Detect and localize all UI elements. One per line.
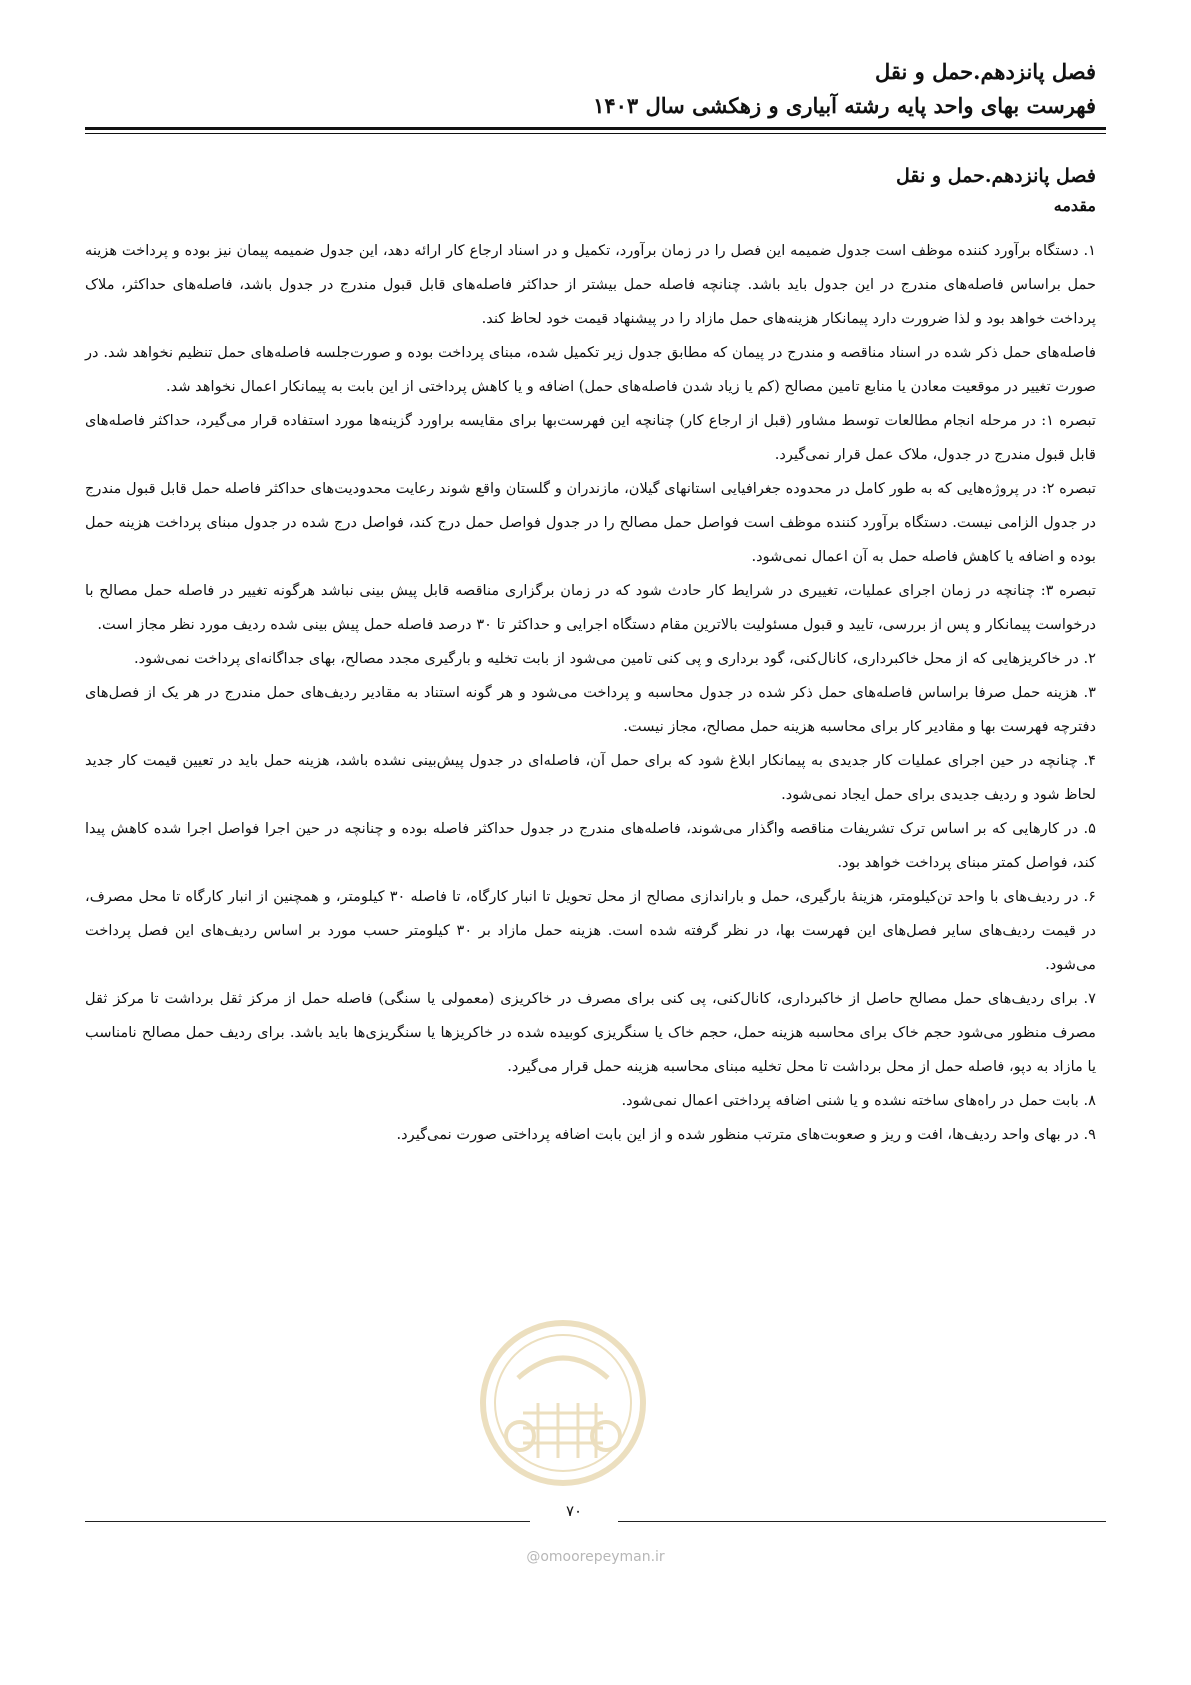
paragraph-2: ۲. در خاکریزهایی که از محل خاکبرداری، کانال‌کنی، گود برداری و پی کنی تامین می‌شود از بابت تخلیه و بارگیری مجدد مصالح، بهای جداگانه‌ای پرداخت نمی‌شود. xyxy=(133,650,1096,667)
page-content xyxy=(85,160,1096,1152)
watermark-logo-icon xyxy=(478,1318,648,1488)
paragraph-6: ۶. در ردیف‌های با واحد تن‌کیلومتر، هزینهٔ بارگیری، حمل و باراندازی مصالح از محل تحویل تا انبار کارگاه، تا فاصله ۳۰ کیلومتر، و همچنین از انبار کارگاه تا محل مصرف، در قیمت ردیف‌های سایر فصل‌های این فهرست بها، در نظر گرفته شده است. هزینه حمل مازاد بر ۳۰ کیلومتر حسب مورد بر اساس ردیف‌های این فصل پرداخت می‌شود. xyxy=(85,888,1097,973)
page-header xyxy=(95,55,1096,123)
note-1: تبصره ۱: در مرحله انجام مطالعات توسط مشاور (قبل از ارجاع کار) چنانچه این فهرست‌بها برای مقایسه براورد گزینه‌ها مورد استفاده قرار می‌گیرد، حداکثر فاصله‌های قابل قبول مندرج در جدول، ملاک عمل قرار نمی‌گیرد. xyxy=(85,412,1096,463)
header-chapter-title: فصل پانزدهم.حمل و نقل xyxy=(874,59,1096,84)
header-rule-thin xyxy=(85,133,1106,134)
note-2: تبصره ۲: در پروژه‌هایی که به طور کامل در محدوده جغرافیایی استانهای گیلان، مازندران و گلستان واقع شوند رعایت محدودیت‌های حداکثر فاصله حمل قابل قبول مندرج در جدول الزامی نیست. دستگاه برآورد کننده موظف است فواصل حمل مصالح را در جدول فواصل حمل درج کند، فواصل درج شده در جدول مبنای پرداخت هزینه حمل بوده و اضافه یا کاهش فاصله حمل به آن اعمال نمی‌شود. xyxy=(85,480,1096,565)
header-document-title: فهرست بهای واحد پایه رشته آبیاری و زهکشی سال ۱۴۰۳ xyxy=(593,93,1096,118)
footer-rule-left xyxy=(85,1521,530,1522)
paragraph-8: ۸. بابت حمل در راه‌های ساخته نشده و یا شنی اضافه پرداختی اعمال نمی‌شود. xyxy=(621,1092,1096,1109)
section-subtitle: مقدمه xyxy=(1053,196,1096,215)
note-3: تبصره ۳: چنانچه در زمان اجرای عملیات، تغییری در شرایط کار حادث شود که در زمان برگزاری مناقصه قابل پیش بینی نباشد هرگونه تغییر در فاصله حمل مصالح با درخواست پیمانکار و پس از بررسی، تایید و قبول مسئولیت بالاترین مقام دستگاه اجرایی و حداکثر تا ۳۰ درصد فاصله حمل پیش بینی شده ردیف مورد نظر مجاز است. xyxy=(85,582,1096,633)
paragraph-5: ۵. در کارهایی که بر اساس ترک تشریفات مناقصه واگذار می‌شوند، فاصله‌های مندرج در جدول حداکثر فاصله بوده و چنانچه در حین اجرا فواصل اجرا شده کاهش پیدا کند، فواصل کمتر مبنای پرداخت خواهد بود. xyxy=(85,820,1096,871)
paragraph-9: ۹. در بهای واحد ردیف‌ها، افت و ریز و صعوبت‌های مترتب منظور شده و از این بابت اضافه پرداختی صورت نمی‌گیرد. xyxy=(396,1126,1096,1143)
page-number: ۷۰ xyxy=(565,1502,583,1520)
header-rule-thick xyxy=(85,127,1106,130)
paragraph-4: ۴. چنانچه در حین اجرای عملیات کار جدیدی به پیمانکار ابلاغ شود که برای حمل آن، فاصله‌ای در جدول پیش‌بینی نشده باشد، هزینه حمل باید در تعیین قیمت کار جدید لحاظ شود و ردیف جدیدی برای حمل ایجاد نمی‌شود. xyxy=(85,752,1096,803)
watermark-site-text: @omoorepeyman.ir xyxy=(526,1549,665,1565)
paragraph-3: ۳. هزینه حمل صرفا براساس فاصله‌های حمل ذکر شده در جدول محاسبه و پرداخت می‌شود و هر گونه استناد به مقادیر ردیف‌های حمل مندرج در هر یک از فصل‌های دفترچه فهرست بها و مقادیر کار برای محاسبه هزینه حمل مصالح، مجاز نیست. xyxy=(85,684,1096,735)
footer-rule-right xyxy=(618,1521,1106,1522)
paragraph-1-note: فاصله‌های حمل ذکر شده در اسناد مناقصه و مندرج در پیمان که مطابق جدول زیر تکمیل شده، مبنای پرداخت بوده و صورت‌جلسه فاصله‌های حمل تنظیم نخواهد شد. در صورت تغییر در موقعیت معادن یا منابع تامین مصالح (کم یا زیاد شدن فاصله‌های حمل) اضافه و یا کاهش پرداختی از این بابت به پیمانکار اعمال نخواهد شد. xyxy=(85,344,1096,395)
section-title: فصل پانزدهم.حمل و نقل xyxy=(896,165,1096,187)
paragraph-1: ۱. دستگاه برآورد کننده موظف است جدول ضمیمه این فصل را در زمان برآورد، تکمیل و در اسناد ارجاع کار ارائه دهد، این جدول ضمیمه پیمان نیز بوده و پرداخت هزینه حمل براساس فاصله‌های مندرج در این جدول باید باشد. چنانچه فاصله حمل بیشتر از حداکثر فاصله‌های قابل قبول مندرج در جدول باشد، فاصله‌های حداکثر، ملاک پرداخت خواهد بود و لذا ضرورت دارد پیمانکار هزینه‌های حمل مازاد را در پیشنهاد قیمت خود لحاظ کند. xyxy=(85,242,1096,327)
paragraph-7: ۷. برای ردیف‌های حمل مصالح حاصل از خاکبرداری، کانال‌کنی، پی کنی برای مصرف در خاکریزی (معمولی یا سنگی) فاصله حمل از مرکز ثقل برداشت تا مرکز ثقل مصرف منظور می‌شود حجم خاک برای محاسبه هزینه حمل، حجم خاک یا سنگریزی کوبیده شده در خاکریزها یا سنگریزی‌ها باید باشد. برای ردیف حمل مصالح نامناسب یا مازاد به دپو، فاصله حمل از محل برداشت تا محل تخلیه مبنای محاسبه هزینه حمل قرار می‌گیرد. xyxy=(85,990,1096,1075)
